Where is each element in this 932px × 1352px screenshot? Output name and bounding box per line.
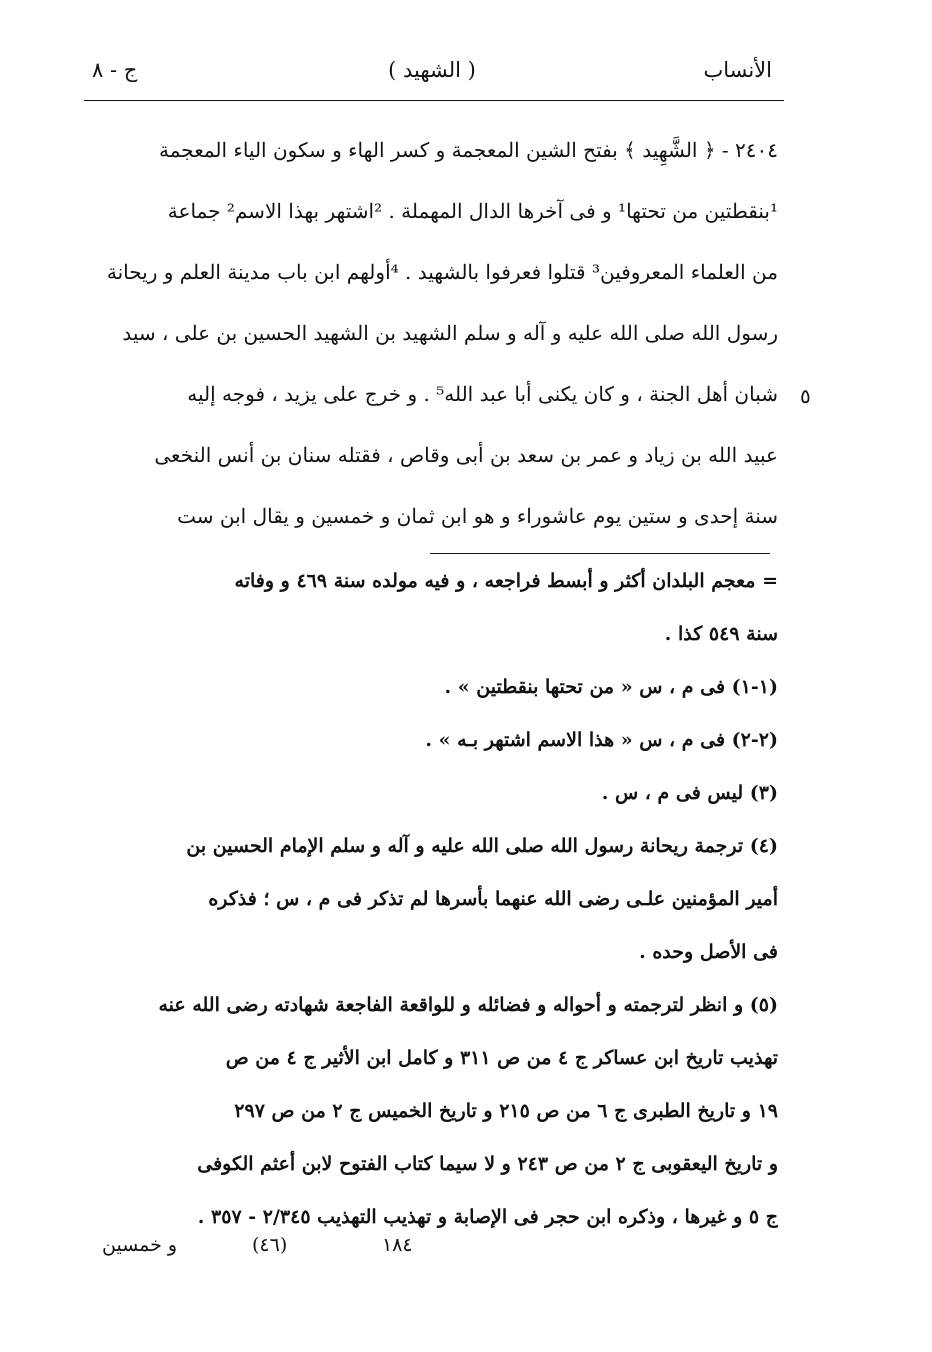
footnote-line: (٣) ليس فى م ، س . bbox=[601, 782, 778, 804]
header-book-title: الأنساب bbox=[703, 58, 772, 82]
footnote-line: سنة ٥٤٩ كذا . bbox=[664, 623, 778, 645]
text-line: ٢٤٠٤ - ﴿ الشَّهِيد ﴾ بفتح الشين المعجمة و كسر الهاء و سكون الياء المعجمة bbox=[159, 138, 778, 162]
footnote-line: = معجم البلدان أكثر و أبسط فراجعه ، و فيه مولده سنة ٤٦٩ و وفاته bbox=[234, 570, 778, 592]
header-entry-title: ( الشهيد ) bbox=[388, 58, 476, 82]
margin-line-number: ٥ bbox=[800, 384, 811, 408]
footnote-line: (٢-٢) فى م ، س « هذا الاسم اشتهر بـه » . bbox=[425, 729, 778, 751]
footnote-line: تهذيب تاريخ ابن عساكر ج ٤ من ص ٣١١ و كامل ابن الأثير ج ٤ من ص bbox=[225, 1047, 778, 1069]
signature-mark: (٤٦) bbox=[252, 1234, 288, 1256]
page-footer bbox=[92, 1234, 772, 1274]
footnote-line: ١٩ و تاريخ الطبرى ج ٦ من ص ٢١٥ و تاريخ الخميس ج ٢ من ص ٢٩٧ bbox=[234, 1100, 778, 1122]
footnote-rule bbox=[430, 553, 770, 554]
text-line: سنة إحدى و ستين يوم عاشوراء و هو ابن ثمان و خمسين و يقال ابن ست bbox=[177, 504, 778, 528]
main-text bbox=[84, 120, 778, 547]
text-line: من العلماء المعروفين³ قتلوا فعرفوا بالشهيد . ⁴أولهم ابن باب مدينة العلم و ريحانة bbox=[106, 260, 778, 284]
footnote-line: (٤) ترجمة ريحانة رسول الله صلى الله عليه و آله و سلم الإمام الحسين بن bbox=[186, 835, 778, 857]
footnote-line: ج ٥ و غيرها ، وذكره ابن حجر فى الإصابة و تهذيب التهذيب ٢/٣٤٥ - ٣٥٧ . bbox=[197, 1206, 778, 1228]
footnote-line: فى الأصل وحده . bbox=[639, 941, 778, 963]
page-number: ١٨٤ bbox=[382, 1234, 413, 1256]
footnote-line: و تاريخ اليعقوبى ج ٢ من ص ٢٤٣ و لا سيما كتاب الفتوح لابن أعثم الكوفى bbox=[197, 1153, 778, 1175]
text-line: ¹بنقطتين من تحتها¹ و فى آخرها الدال المهملة . ²اشتهر بهذا الاسم² جماعة bbox=[167, 199, 778, 223]
header-volume-number: ج - ٨ bbox=[92, 58, 138, 82]
footnotes bbox=[84, 555, 778, 1244]
text-line: رسول الله صلى الله عليه و آله و سلم الشهيد بن الشهيد الحسين بن على ، سيد bbox=[122, 321, 778, 345]
footnote-line: أمير المؤمنين علـى رضى الله عنهما بأسرها لم تذكر فى م ، س ؛ فذكره bbox=[208, 888, 778, 910]
footnote-line: (١-١) فى م ، س « من تحتها بنقطتين » . bbox=[444, 676, 778, 698]
text-line: شبان أهل الجنة ، و كان يكنى أبا عبد الله⁵ . و خرج على يزيد ، فوجه إليه bbox=[187, 382, 778, 406]
catchword: و خمسين bbox=[102, 1234, 178, 1256]
text-line: عبيد الله بن زياد و عمر بن سعد بن أبى وقاص ، فقتله سنان بن أنس النخعى bbox=[154, 443, 778, 467]
header-rule bbox=[84, 100, 784, 101]
running-header bbox=[92, 58, 772, 92]
footnote-line: (٥) و انظر لترجمته و أحواله و فضائله و للواقعة الفاجعة شهادته رضى الله عنه bbox=[158, 994, 778, 1016]
